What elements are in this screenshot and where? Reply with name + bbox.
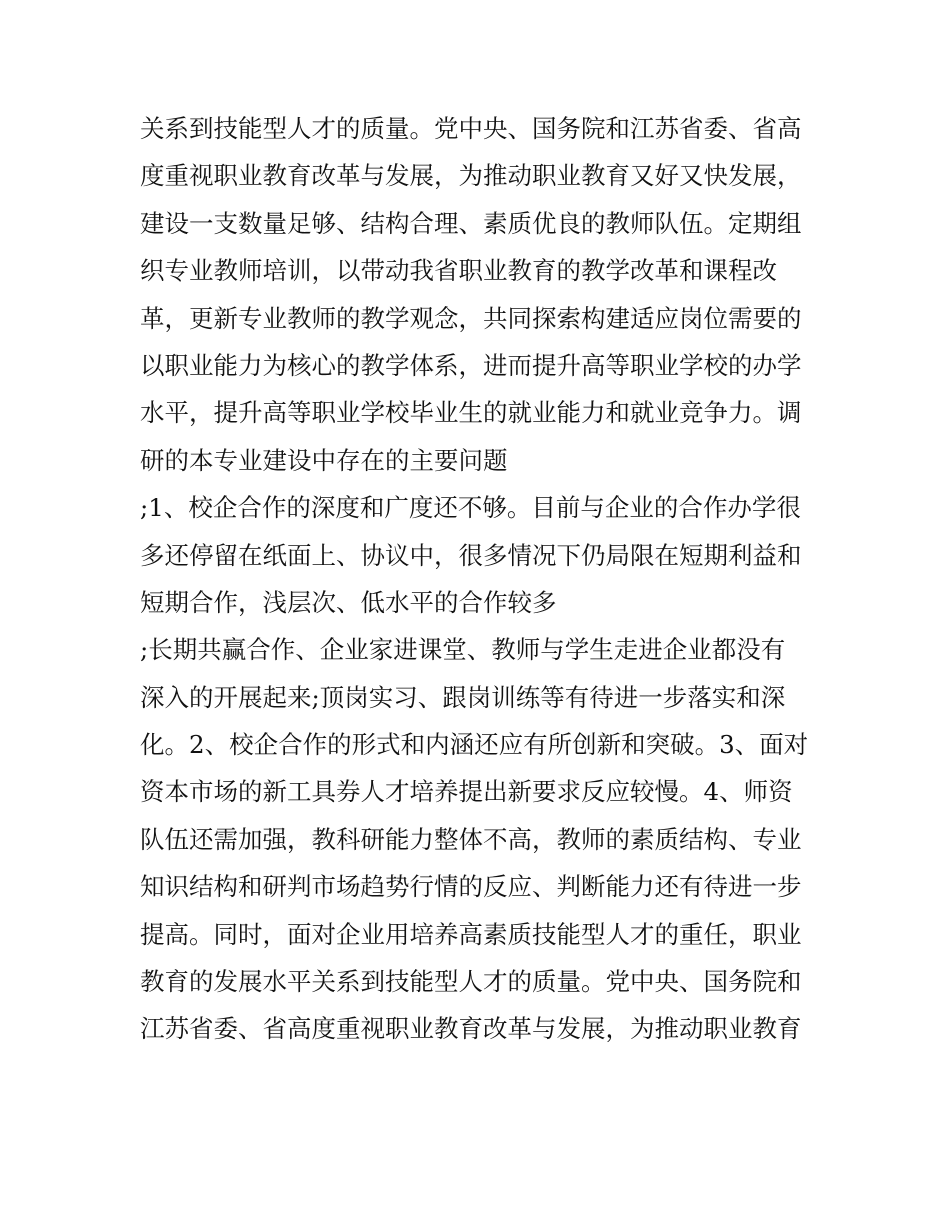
text-line: 教育的发展水平关系到技能型人才的质量。党中央、国务院和 xyxy=(140,967,802,997)
text-line: 水平，提升高等职业学校毕业生的就业能力和就业竞争力。调 xyxy=(140,398,802,428)
text-line: 队伍还需加强，教科研能力整体不高，教师的素质结构、专业 xyxy=(140,824,802,854)
text-line: 关系到技能型人才的质量。党中央、国务院和江苏省委、省高 xyxy=(140,114,802,143)
text-line: 织专业教师培训，以带动我省职业教育的教学改革和课程改 xyxy=(140,256,777,286)
text-line: 研的本专业建设中存在的主要问题 xyxy=(140,445,508,475)
text-line: 短期合作，浅层次、低水平的合作较多 xyxy=(140,587,557,617)
text-line: 革，更新专业教师的教学观念，共同探索构建适应岗位需要的 xyxy=(140,303,802,333)
text-line: 提高。同时，面对企业用培养高素质技能型人才的重任，职业 xyxy=(140,919,802,949)
text-line: 度重视职业教育改革与发展，为推动职业教育又好又快发展， xyxy=(140,161,802,191)
text-line: 江苏省委、省高度重视职业教育改革与发展，为推动职业教育 xyxy=(140,1014,802,1044)
text-line: 知识结构和研判市场趋势行情的反应、判断能力还有待进一步 xyxy=(140,872,802,902)
text-line: 深入的开展起来;顶岗实习、跟岗训练等有待进一步落实和深 xyxy=(140,682,786,712)
text-line: ;长期共赢合作、企业家进课堂、教师与学生走进企业都没有 xyxy=(140,635,786,665)
text-line: 化。2、校企合作的形式和内涵还应有所创新和突破。3、面对 xyxy=(140,730,809,760)
text-line: 以职业能力为核心的教学体系，进而提升高等职业学校的办学 xyxy=(140,350,802,380)
text-line: 多还停留在纸面上、协议中，很多情况下仍局限在短期利益和 xyxy=(140,540,802,570)
text-line: 资本市场的新工具券人才培养提出新要求反应较慢。4、师资 xyxy=(140,777,793,807)
body-text xyxy=(140,105,820,1053)
text-line: 建设一支数量足够、结构合理、素质优良的教师队伍。定期组 xyxy=(140,208,802,238)
text-line: ;1、校企合作的深度和广度还不够。目前与企业的合作办学很 xyxy=(140,493,801,523)
